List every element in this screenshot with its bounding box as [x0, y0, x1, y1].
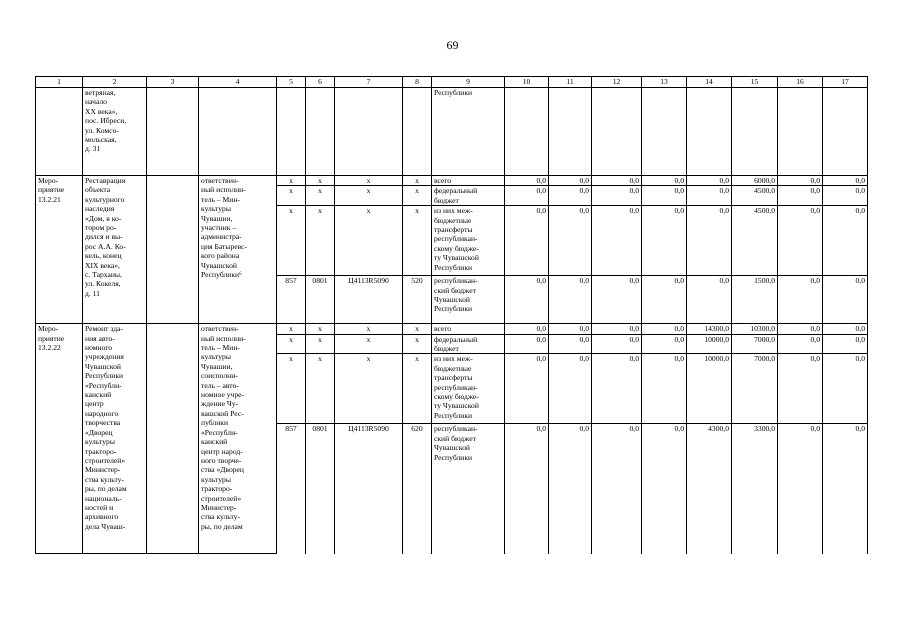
year-value-cell: 0,0 [549, 424, 592, 554]
year-value-cell: 4300,0 [687, 424, 732, 554]
expense-type-cell: х [403, 206, 432, 276]
year-value-cell: 10300,0 [732, 324, 778, 334]
expense-type-cell: х [403, 334, 432, 354]
year-value-cell: 0,0 [823, 186, 868, 206]
year-value-cell: 0,0 [642, 324, 687, 334]
year-value-cell: 0,0 [505, 334, 549, 354]
year-value-cell: 10000,0 [687, 354, 732, 424]
column-header: 6 [306, 77, 335, 88]
column-header: 1 [36, 77, 83, 88]
year-value-cell: 0,0 [778, 206, 823, 276]
year-value-cell: 0,0 [687, 276, 732, 324]
year-value-cell: 0,0 [549, 206, 592, 276]
column-header: 17 [823, 77, 868, 88]
empty-cell [642, 88, 687, 176]
year-value-cell: 0,0 [592, 206, 642, 276]
target-code-cell: х [335, 176, 403, 186]
budget-table [35, 76, 868, 554]
header-row [36, 77, 868, 88]
expense-type-cell: х [403, 324, 432, 334]
measure-id-cell: Меро- приятие 13.2.21 [36, 176, 83, 324]
expense-type-cell: х [403, 354, 432, 424]
empty-cell [36, 88, 83, 176]
year-value-cell: 0,0 [642, 176, 687, 186]
target-code-cell: Ц4113R5090 [335, 424, 403, 554]
year-value-cell: 4500,0 [732, 206, 778, 276]
year-value-cell: 0,0 [642, 334, 687, 354]
year-value-cell: 0,0 [549, 324, 592, 334]
year-value-cell: 0,0 [592, 176, 642, 186]
funding-source-cell: из них меж- бюджетные трансферты республикан- скому бюдже- ту Чувашской Республики [432, 206, 505, 276]
year-value-cell: 0,0 [778, 424, 823, 554]
year-value-cell: 0,0 [687, 186, 732, 206]
year-value-cell: 0,0 [642, 206, 687, 276]
target-code-cell: х [335, 334, 403, 354]
year-value-cell: 0,0 [549, 186, 592, 206]
section-code-cell: 0801 [306, 424, 335, 554]
column-header: 14 [687, 77, 732, 88]
grbs-code-cell: х [277, 186, 306, 206]
year-value-cell: 0,0 [642, 186, 687, 206]
column-header: 8 [403, 77, 432, 88]
year-value-cell: 0,0 [778, 324, 823, 334]
year-value-cell: 0,0 [505, 324, 549, 334]
empty-cell [277, 88, 306, 176]
year-value-cell: 0,0 [823, 324, 868, 334]
column-header: 11 [549, 77, 592, 88]
funding-source-cell: из них меж- бюджетные трансферты республикан- скому бюдже- ту Чувашской Республики [432, 354, 505, 424]
column-header: 13 [642, 77, 687, 88]
year-value-cell: 0,0 [778, 276, 823, 324]
empty-cell [403, 88, 432, 176]
column-header: 2 [83, 77, 147, 88]
column-header: 4 [199, 77, 277, 88]
empty-cell [199, 88, 277, 176]
target-code-cell: х [335, 354, 403, 424]
funding-source-cell: республикан- ский бюджет Чувашской Республики [432, 424, 505, 554]
section-code-cell: х [306, 354, 335, 424]
empty-cell [335, 88, 403, 176]
year-value-cell: 10000,0 [687, 334, 732, 354]
target-code-cell: х [335, 324, 403, 334]
expense-type-cell: х [403, 176, 432, 186]
empty-cell [823, 88, 868, 176]
grbs-code-cell: х [277, 324, 306, 334]
year-value-cell: 0,0 [687, 176, 732, 186]
funding-source-cell: республикан- ский бюджет Чувашской Республики [432, 276, 505, 324]
year-value-cell: 0,0 [549, 334, 592, 354]
table-row [36, 176, 868, 186]
column-header: 7 [335, 77, 403, 88]
target-code-cell: х [335, 186, 403, 206]
funding-source-cell: федеральный бюджет [432, 186, 505, 206]
year-value-cell: 0,0 [778, 334, 823, 354]
year-value-cell: 0,0 [549, 276, 592, 324]
year-value-cell: 0,0 [505, 424, 549, 554]
year-value-cell: 0,0 [505, 276, 549, 324]
year-value-cell: 0,0 [823, 424, 868, 554]
year-value-cell: 4500,0 [732, 186, 778, 206]
year-value-cell: 0,0 [823, 206, 868, 276]
empty-cell [505, 88, 549, 176]
section-code-cell: х [306, 176, 335, 186]
object-name-cell: Реставрация объекта культурного наследия «Дом, в ко- тором ро- дился и вы- рос А.А. Ко- кель, конец XIX века», с. Тарханы, ул. Кокеля, д. 11 [83, 176, 147, 324]
empty-cell [778, 88, 823, 176]
year-value-cell: 7000,0 [732, 334, 778, 354]
year-value-cell: 0,0 [505, 176, 549, 186]
column-header: 9 [432, 77, 505, 88]
year-value-cell: 0,0 [823, 276, 868, 324]
responsible-cell: ответствен- ный исполни- тель – Мин- культуры Чувашии, участник – администра- ция Батыревс- кого района Чувашской Республики⁶ [199, 176, 277, 324]
year-value-cell: 0,0 [778, 176, 823, 186]
year-value-cell: 0,0 [642, 424, 687, 554]
year-value-cell: 0,0 [505, 206, 549, 276]
grbs-code-cell: х [277, 176, 306, 186]
year-value-cell: 0,0 [592, 354, 642, 424]
grbs-code-cell: 857 [277, 276, 306, 324]
year-value-cell: 0,0 [687, 206, 732, 276]
section-code-cell: х [306, 334, 335, 354]
table-row [36, 88, 868, 176]
column-header: 12 [592, 77, 642, 88]
target-code-cell: х [335, 206, 403, 276]
empty-cell [732, 88, 778, 176]
expense-type-cell: х [403, 186, 432, 206]
column-header: 10 [505, 77, 549, 88]
section-code-cell: 0801 [306, 276, 335, 324]
year-value-cell: 1500,0 [732, 276, 778, 324]
empty-cell [592, 88, 642, 176]
year-value-cell: 6000,0 [732, 176, 778, 186]
column-header: 5 [277, 77, 306, 88]
funding-source-cell: федеральный бюджет [432, 334, 505, 354]
object-name-cell: ветряная, начало XX века», пос. Ибреси, ул. Комсо- мольская, д. 31 [83, 88, 147, 176]
responsible-cell: ответствен- ный исполни- тель – Мин- культуры Чувашии, соисполни- тель – авто- номное учре- ждение Чу- вашской Рес- публики «Республи- канский центр народ- ного творче- ства «Дворец культуры тракторо- строителей» Министер- ства культу- ры, по делам [199, 324, 277, 554]
year-value-cell: 0,0 [642, 276, 687, 324]
year-value-cell: 0,0 [823, 354, 868, 424]
page-number: 69 [446, 38, 459, 52]
grbs-code-cell: х [277, 354, 306, 424]
object-name-cell: Ремонт зда- ния авто- номного учреждения Чувашской Республики «Республи- канский центр народного творчества «Дворец культуры тракторо- строителей» Министер- ства культу- ры, по делам националь- ностей и архивного дела Чуваш- [83, 324, 147, 554]
year-value-cell: 0,0 [823, 176, 868, 186]
column-header: 3 [147, 77, 199, 88]
empty-cell [687, 88, 732, 176]
year-value-cell: 0,0 [505, 186, 549, 206]
year-value-cell: 0,0 [505, 354, 549, 424]
year-value-cell: 0,0 [592, 334, 642, 354]
year-value-cell: 0,0 [592, 424, 642, 554]
expense-type-cell: 520 [403, 276, 432, 324]
year-value-cell: 0,0 [778, 186, 823, 206]
grbs-code-cell: 857 [277, 424, 306, 554]
empty-cell [147, 88, 199, 176]
funding-source-cell: Республики [432, 88, 505, 176]
grbs-code-cell: х [277, 206, 306, 276]
year-value-cell: 7000,0 [732, 354, 778, 424]
section-code-cell: х [306, 186, 335, 206]
year-value-cell: 0,0 [823, 334, 868, 354]
measure-id-cell: Меро- приятие 13.2.22 [36, 324, 83, 554]
table-row [36, 324, 868, 334]
empty-cell [147, 324, 199, 554]
empty-cell [147, 176, 199, 324]
empty-cell [549, 88, 592, 176]
year-value-cell: 3300,0 [732, 424, 778, 554]
year-value-cell: 0,0 [778, 354, 823, 424]
target-code-cell: Ц4113R5090 [335, 276, 403, 324]
empty-cell [306, 88, 335, 176]
year-value-cell: 0,0 [592, 324, 642, 334]
year-value-cell: 0,0 [549, 176, 592, 186]
column-header: 16 [778, 77, 823, 88]
year-value-cell: 0,0 [592, 186, 642, 206]
column-header: 15 [732, 77, 778, 88]
expense-type-cell: 620 [403, 424, 432, 554]
year-value-cell: 0,0 [642, 354, 687, 424]
year-value-cell: 0,0 [592, 276, 642, 324]
funding-source-cell: всего [432, 176, 505, 186]
funding-source-cell: всего [432, 324, 505, 334]
grbs-code-cell: х [277, 334, 306, 354]
year-value-cell: 14300,0 [687, 324, 732, 334]
section-code-cell: х [306, 206, 335, 276]
year-value-cell: 0,0 [549, 354, 592, 424]
section-code-cell: х [306, 324, 335, 334]
